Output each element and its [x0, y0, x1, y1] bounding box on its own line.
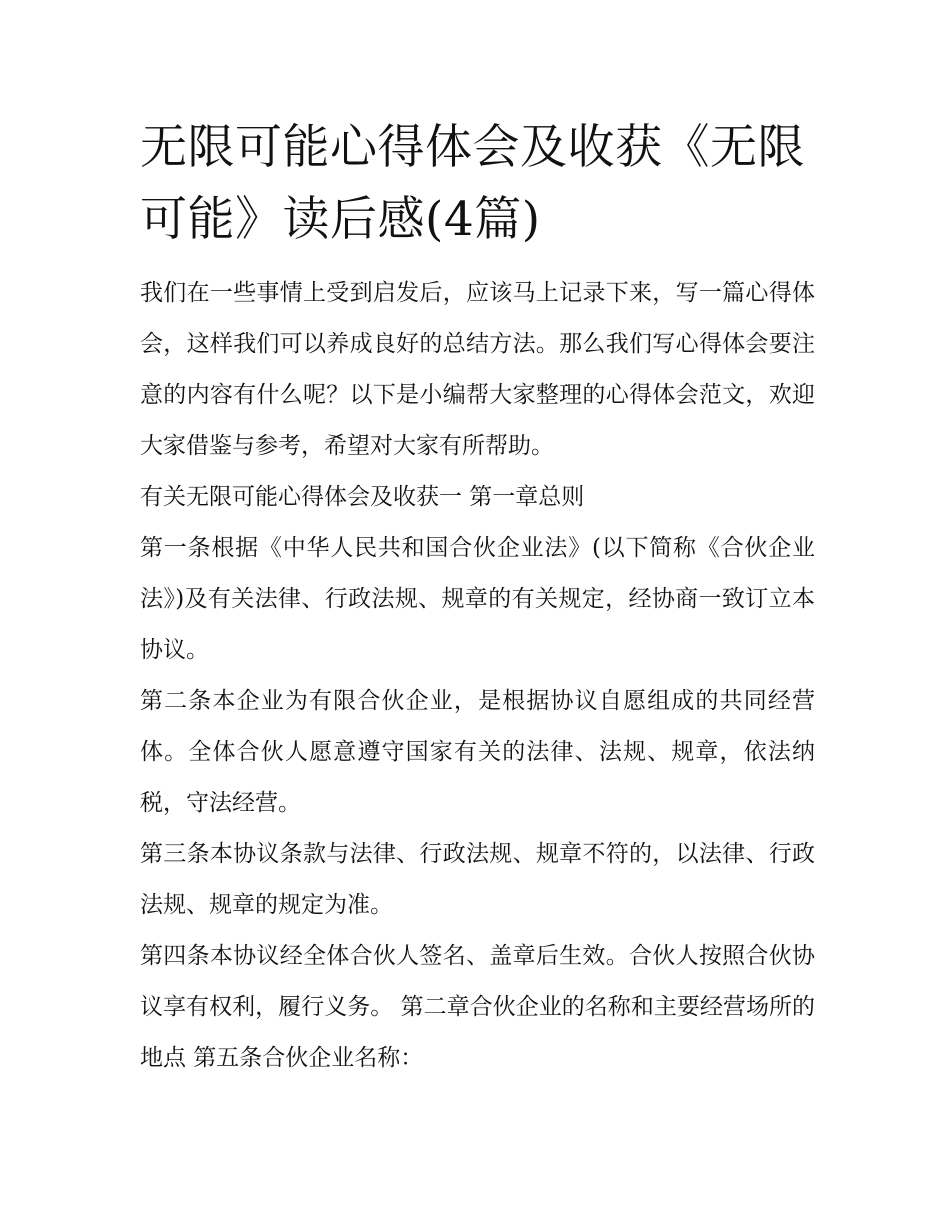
document-page: [140, 112, 815, 1084]
document-title: 无限可能心得体会及收获《无限可能》读后感(4篇): [140, 120, 805, 247]
section-heading: 有关无限可能心得体会及收获一 第一章总则: [140, 484, 585, 510]
article-4-paragraph: 第四条本协议经全体合伙人签名、盖章后生效。合伙人按照合伙协议享有权利，履行义务。 第二章合伙企业的名称和主要经营场所的地点 第五条合伙企业名称：: [140, 943, 815, 1071]
article-1-paragraph: 第一条根据《中华人民共和国合伙企业法》(以下简称《合伙企业法》)及有关法律、行政法规、规章的有关规定，经协商一致订立本协议。: [140, 535, 815, 663]
document-body: [140, 268, 815, 1084]
intro-paragraph: 我们在一些事情上受到启发后，应该马上记录下来，写一篇心得体会，这样我们可以养成良好的总结方法。那么我们写心得体会要注意的内容有什么呢？以下是小编帮大家整理的心得体会范文，欢迎大家借鉴与参考，希望对大家有所帮助。: [140, 280, 815, 459]
article-3-paragraph: 第三条本协议条款与法律、行政法规、规章不符的，以法律、行政法规、规章的规定为准。: [140, 841, 815, 918]
article-2-paragraph: 第二条本企业为有限合伙企业，是根据协议自愿组成的共同经营体。全体合伙人愿意遵守国家有关的法律、法规、规章，依法纳税，守法经营。: [140, 688, 815, 816]
